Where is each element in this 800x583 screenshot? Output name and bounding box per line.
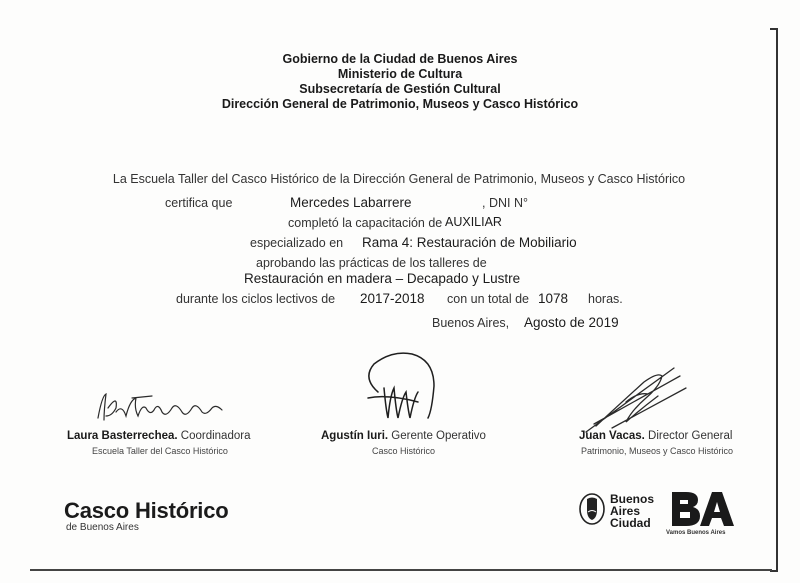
completo-label: completó la capacitación de [288, 216, 443, 230]
signer-1-unit: Escuela Taller del Casco Histórico [92, 446, 228, 456]
signer-1 [67, 430, 250, 442]
signer-2-role: Gerente Operativo [388, 430, 486, 442]
vamos-buenos-aires-text: Vamos Buenos Aires [666, 530, 726, 536]
ba-line-2: Aires [610, 504, 641, 518]
signer-3-unit: Patrimonio, Museos y Casco Histórico [581, 446, 734, 456]
signature-1-handwriting [92, 390, 242, 430]
header-line-2: Ministerio de Cultura [337, 67, 463, 81]
casco-historico-subtitle: de Buenos Aires [66, 522, 139, 533]
intro-line: La Escuela Taller del Casco Histórico de la Dirección General de Patrimonio, Museos y Casco Histórico [112, 172, 686, 186]
rama-value: Rama 4: Restauración de Mobiliario [362, 235, 577, 250]
signer-3 [579, 430, 732, 442]
certifica-label: certifica que [165, 196, 233, 210]
role-value: AUXILIAR [445, 215, 502, 229]
bottom-rule [30, 569, 772, 571]
signature-2-handwriting [358, 348, 448, 428]
header-line-3: Subsecretaría de Gestión Cultural [299, 82, 501, 96]
ba-line-1: Buenos [610, 492, 655, 506]
header-line-1: Gobierno de la Ciudad de Buenos Aires [282, 52, 518, 66]
header-line-4: Dirección General de Patrimonio, Museos y Casco Histórico [221, 97, 579, 111]
horas-value: 1078 [538, 291, 569, 306]
buenos-aires-ciudad-text [610, 493, 654, 529]
issuer-header [0, 52, 800, 112]
durante-label: durante los ciclos lectivos de [176, 292, 336, 306]
buenos-aires-seal-icon [578, 492, 606, 526]
ba-vamos-logo-icon [668, 488, 738, 530]
ciclos-value: 2017-2018 [360, 291, 425, 306]
casco-historico-title: Casco Histórico [64, 498, 229, 523]
signer-3-role: Director General [644, 430, 733, 442]
date-value: Agosto de 2019 [524, 315, 619, 330]
aprobando-label: aprobando las prácticas de los talleres de [256, 256, 487, 270]
signer-2 [321, 430, 486, 442]
signer-1-name: Laura Basterrechea. [67, 430, 178, 442]
talleres-value: Restauración en madera – Decapado y Lustre [244, 271, 521, 286]
place-label: Buenos Aires, [432, 316, 510, 330]
signer-2-unit: Casco Histórico [372, 446, 436, 456]
signer-3-name: Juan Vacas. [579, 430, 645, 442]
signer-1-role: Coordinadora [177, 430, 251, 442]
ba-line-3: Ciudad [610, 516, 651, 530]
casco-historico-logo [64, 498, 229, 533]
signer-2-name: Agustín Iuri. [321, 430, 389, 442]
especializado-label: especializado en [250, 236, 344, 250]
total-label: con un total de [447, 292, 530, 306]
recipient-name: Mercedes Labarrere [290, 195, 412, 210]
dni-label: , DNI N° [482, 196, 528, 210]
horas-label: horas. [588, 292, 623, 306]
